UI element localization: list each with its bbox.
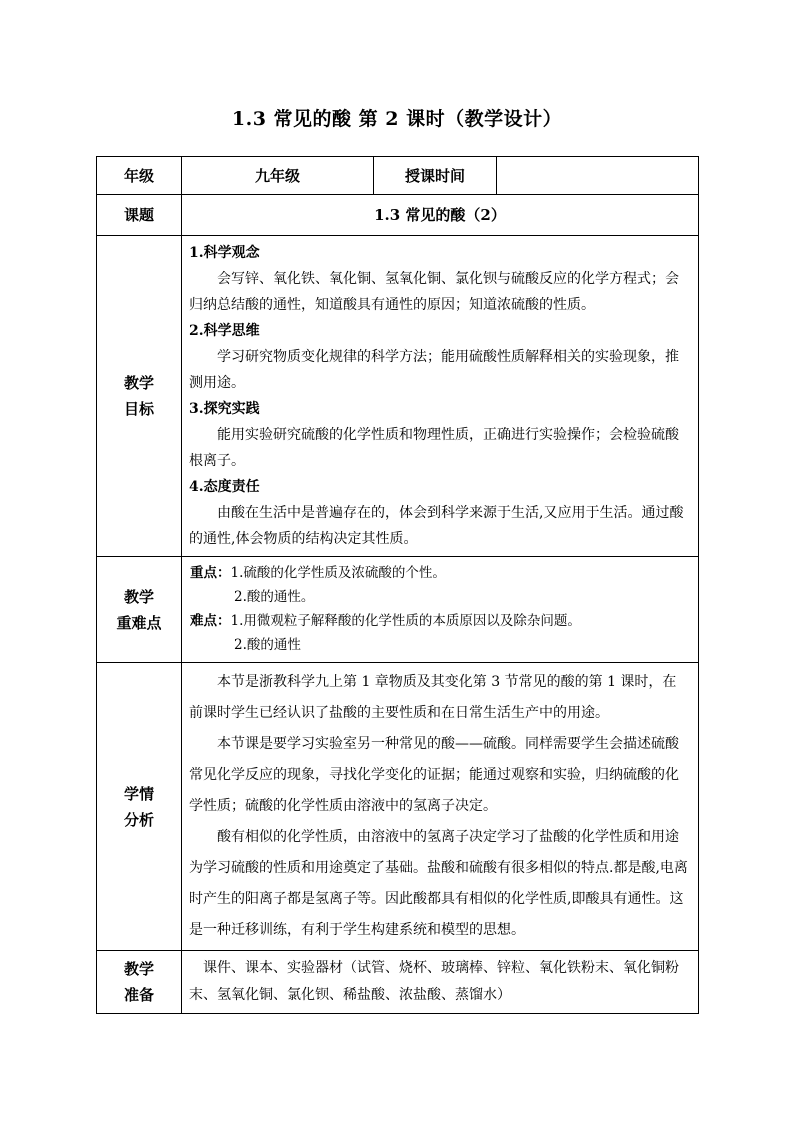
key-label: 重点： bbox=[190, 565, 231, 581]
key-point-1: 1.硫酸的化学性质及浓硫酸的个性。 bbox=[230, 565, 446, 581]
objective-text: 由酸在生活中是普遍存在的，体会到科学来源于生活,又应用于生活。通过酸的通性,体会物质的结构决定其性质。 bbox=[189, 505, 684, 547]
key-points-row bbox=[97, 557, 699, 663]
analysis-label-line2: 分析 bbox=[123, 810, 154, 829]
analysis-paragraph: 酸有相似的化学性质，由溶液中的氢离子决定学习了盐酸的化学性质和用途为学习硫酸的性质和用途奠定了基础。盐酸和硫酸有很多相似的特点.都是酸,电离时产生的阳离子都是氢离子等。因此酸都具有相似的化学性质,即酸具有通性。这是一种迁移训练，有利于学生构建系统和模型的思想。 bbox=[189, 829, 688, 938]
objectives-label-line1: 教学 bbox=[123, 374, 154, 392]
preparation-label bbox=[97, 951, 182, 1014]
analysis-label bbox=[97, 663, 182, 951]
analysis-paragraph: 本节课是要学习实验室另一种常见的酸——硫酸。同样需要学生会描述硫酸常见化学反应的现象，寻找化学变化的证据；能通过观察和实验，归纳硫酸的化学性质；硫酸的化学性质由溶液中的氢离子决定。 bbox=[189, 736, 679, 814]
key-points-content bbox=[182, 557, 699, 663]
objective-title: 3.探究实践 bbox=[189, 401, 260, 417]
preparation-row bbox=[97, 951, 699, 1014]
key-points-label-line2: 重难点 bbox=[116, 613, 162, 632]
objectives-label bbox=[97, 236, 182, 557]
preparation-label-line2: 准备 bbox=[123, 986, 154, 1004]
objective-title: 2.科学思维 bbox=[189, 323, 260, 339]
key-points-label bbox=[97, 557, 182, 663]
lesson-topic-row bbox=[97, 195, 699, 236]
key-point-line bbox=[190, 561, 690, 585]
lesson-topic-label: 课题 bbox=[97, 195, 182, 236]
objectives-content bbox=[182, 236, 699, 557]
key-point-2: 2.酸的通性。 bbox=[234, 589, 315, 605]
analysis-label-line1: 学情 bbox=[123, 784, 154, 803]
analysis-paragraph: 本节是浙教科学九上第 1 章物质及其变化第 3 节常见的酸的第 1 课时，在前课时学生已经认识了盐酸的主要性质和在日常生活生产中的用途。 bbox=[189, 674, 677, 721]
lesson-topic-value: 1.3 常见的酸（2） bbox=[182, 195, 699, 236]
lesson-plan-table bbox=[96, 156, 699, 1014]
objective-title: 4.态度责任 bbox=[189, 479, 260, 495]
preparation-label-line1: 教学 bbox=[123, 960, 154, 978]
analysis-content bbox=[182, 663, 699, 951]
class-time-label: 授课时间 bbox=[374, 157, 497, 195]
objectives-label-line2: 目标 bbox=[123, 400, 154, 418]
difficult-point-line bbox=[190, 609, 690, 633]
grade-row bbox=[97, 157, 699, 195]
analysis-row bbox=[97, 663, 699, 951]
key-points-label-line1: 教学 bbox=[123, 587, 154, 606]
preparation-content bbox=[182, 951, 699, 1014]
class-time-value bbox=[497, 157, 699, 195]
document-title: 1.3 常见的酸 第 2 课时（教学设计） bbox=[231, 108, 563, 130]
objective-text: 学习研究物质变化规律的科学方法；能用硫酸性质解释相关的实验现象，推测用途。 bbox=[189, 349, 679, 391]
objective-text: 会写锌、氧化铁、氧化铜、氢氧化铜、氯化钡与硫酸反应的化学方程式；会归纳总结酸的通性，知道酸具有通性的原因；知道浓硫酸的性质。 bbox=[189, 271, 679, 313]
grade-value: 九年级 bbox=[182, 157, 374, 195]
difficult-label: 难点： bbox=[190, 613, 231, 629]
objective-text: 能用实验研究硫酸的化学性质和物理性质，正确进行实验操作；会检验硫酸根离子。 bbox=[189, 427, 679, 469]
objective-title: 1.科学观念 bbox=[189, 245, 260, 261]
objectives-row bbox=[97, 236, 699, 557]
difficult-point-2: 2.酸的通性 bbox=[234, 637, 301, 653]
preparation-text: 课件、课本、实验器材（试管、烧杯、玻璃棒、锌粒、氧化铁粉末、氧化铜粉末、氢氧化铜、氯化钡、稀盐酸、浓盐酸、蒸馏水） bbox=[189, 960, 679, 1003]
grade-label: 年级 bbox=[97, 157, 182, 195]
difficult-point-1: 1.用微观粒子解释酸的化学性质的本质原因以及除杂问题。 bbox=[230, 613, 581, 629]
